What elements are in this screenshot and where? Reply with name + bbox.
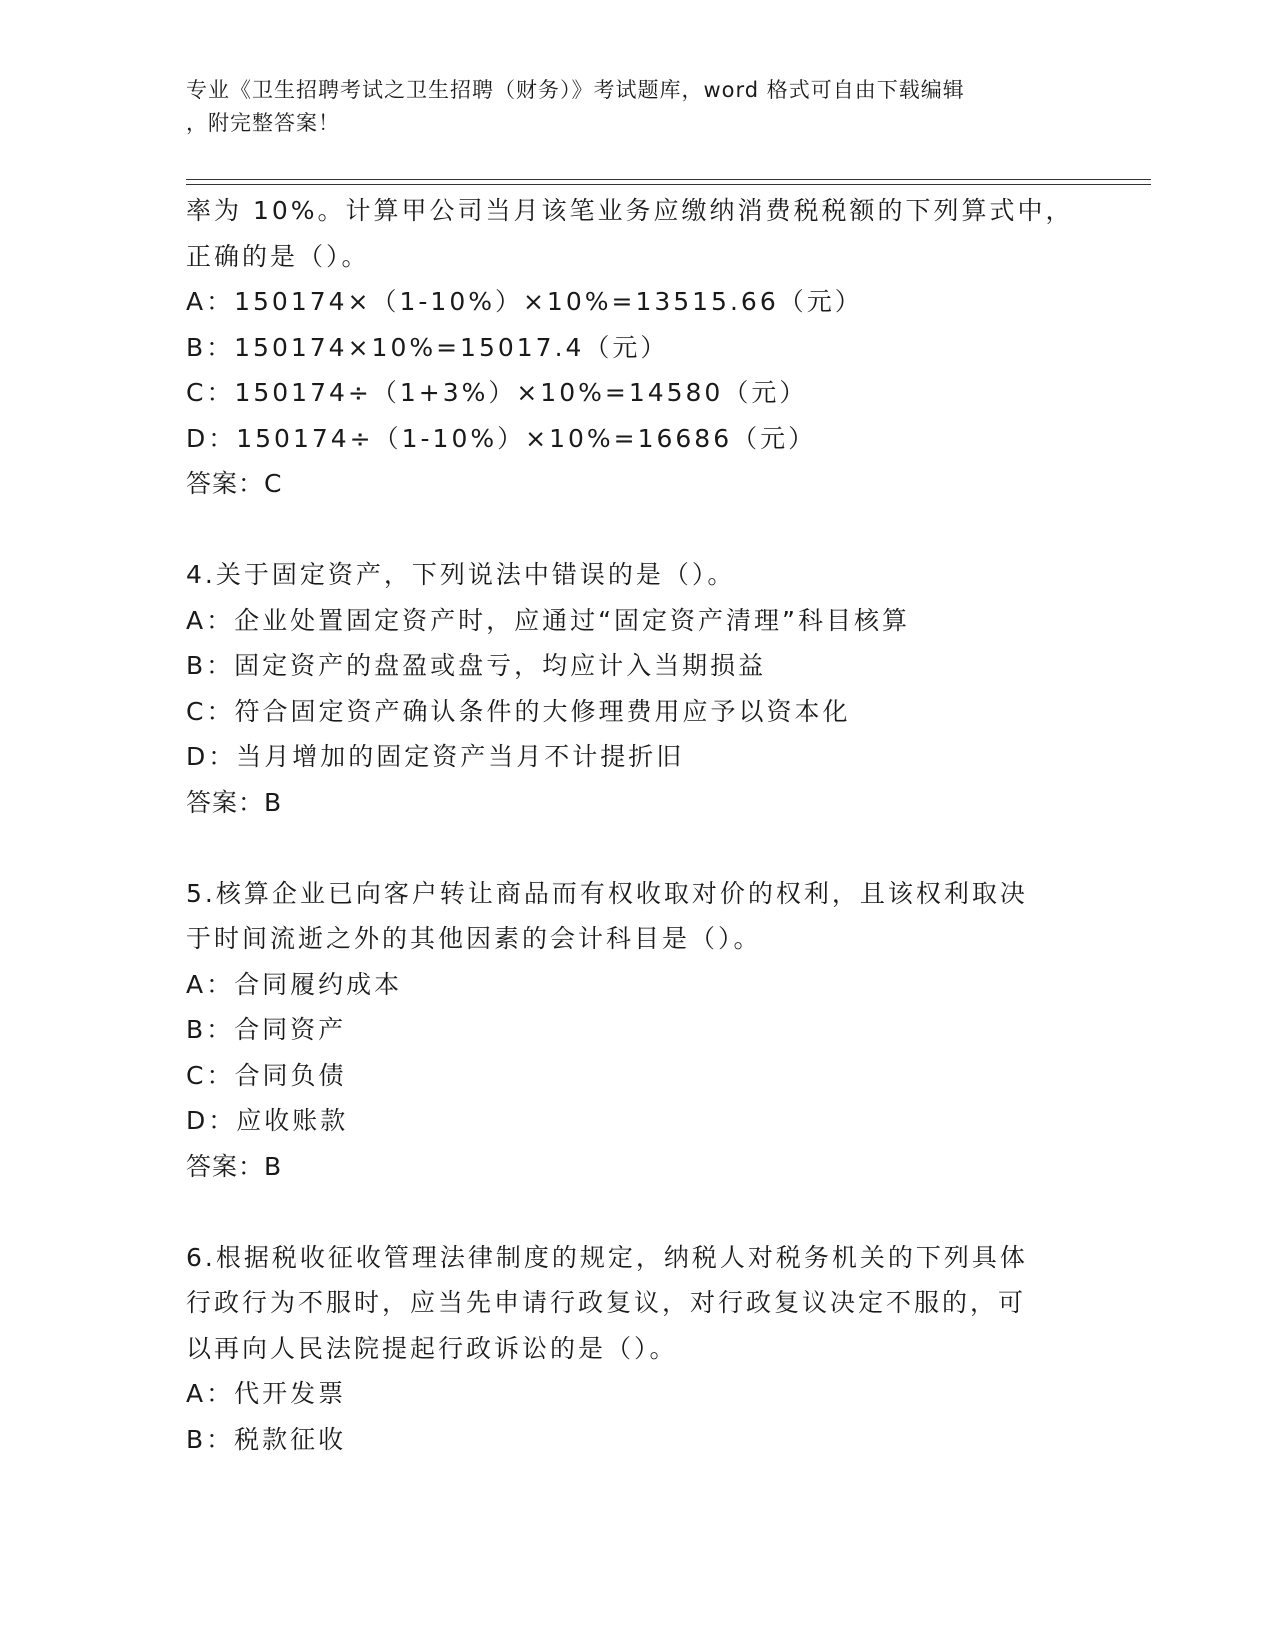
option-a: A：企业处置固定资产时，应通过“固定资产清理”科目核算 (186, 605, 911, 635)
answer: 答案：C (186, 469, 283, 498)
option-c: C：合同负债 (186, 1060, 347, 1090)
option-a: A：代开发票 (186, 1379, 347, 1408)
question-stem-line: 以再向人民法院提起行政诉讼的是（）。 (186, 1333, 678, 1363)
option-c: C：符合固定资产确认条件的大修理费用应予以资本化 (186, 696, 851, 726)
question-stem-line: 于时间流逝之外的其他因素的会计科目是（）。 (186, 924, 762, 953)
header-rule-top (186, 179, 1151, 180)
question-stem-line: 4.关于固定资产，下列说法中错误的是（）。 (186, 560, 736, 589)
question-6 (186, 1235, 1066, 1463)
question-stem-line: 率为 10%。计算甲公司当月该笔业务应缴纳消费税税额的下列算式中， (186, 196, 1074, 225)
option-a: A：合同履约成本 (186, 969, 403, 999)
question-5 (186, 871, 1066, 1190)
question-stem-line: 行政行为不服时，应当先申请行政复议，对行政复议决定不服的，可 (186, 1288, 1027, 1317)
spacer (186, 1189, 1066, 1235)
question-4 (186, 552, 1066, 825)
question-stem-line: 正确的是（）。 (186, 241, 370, 271)
header-line-2: ，附完整答案！ (186, 111, 340, 135)
spacer (186, 825, 1066, 871)
answer: 答案：B (186, 1151, 283, 1181)
header-line-1: 专业《卫生招聘考试之卫生招聘（财务）》考试题库，word 格式可自由下载编辑 (186, 78, 965, 102)
option-b: B：合同资产 (186, 1015, 347, 1044)
option-a: A：150174×（1-10%）×10%=13515.66（元） (186, 287, 863, 316)
answer: 答案：B (186, 787, 283, 817)
option-d: D：当月增加的固定资产当月不计提折旧 (186, 742, 685, 771)
document-header (186, 74, 1066, 140)
option-b: B：固定资产的盘盈或盘亏，均应计入当期损益 (186, 651, 767, 680)
question-stem-line: 6.根据税收征收管理法律制度的规定，纳税人对税务机关的下列具体 (186, 1242, 1028, 1272)
header-rule-bottom (186, 184, 1151, 185)
question-content (186, 188, 1074, 1462)
option-d: D：应收账款 (186, 1106, 349, 1135)
option-c: C：150174÷（1+3%）×10%=14580（元） (186, 378, 808, 407)
option-b: B：税款征收 (186, 1424, 347, 1454)
question-3 (186, 188, 1074, 507)
question-stem-line: 5.核算企业已向客户转让商品而有权收取对价的权利，且该权利取决 (186, 878, 1028, 908)
option-b: B：150174×10%=15017.4（元） (186, 332, 669, 362)
option-d: D：150174÷（1-10%）×10%=16686（元） (186, 423, 817, 453)
spacer (186, 507, 1066, 553)
